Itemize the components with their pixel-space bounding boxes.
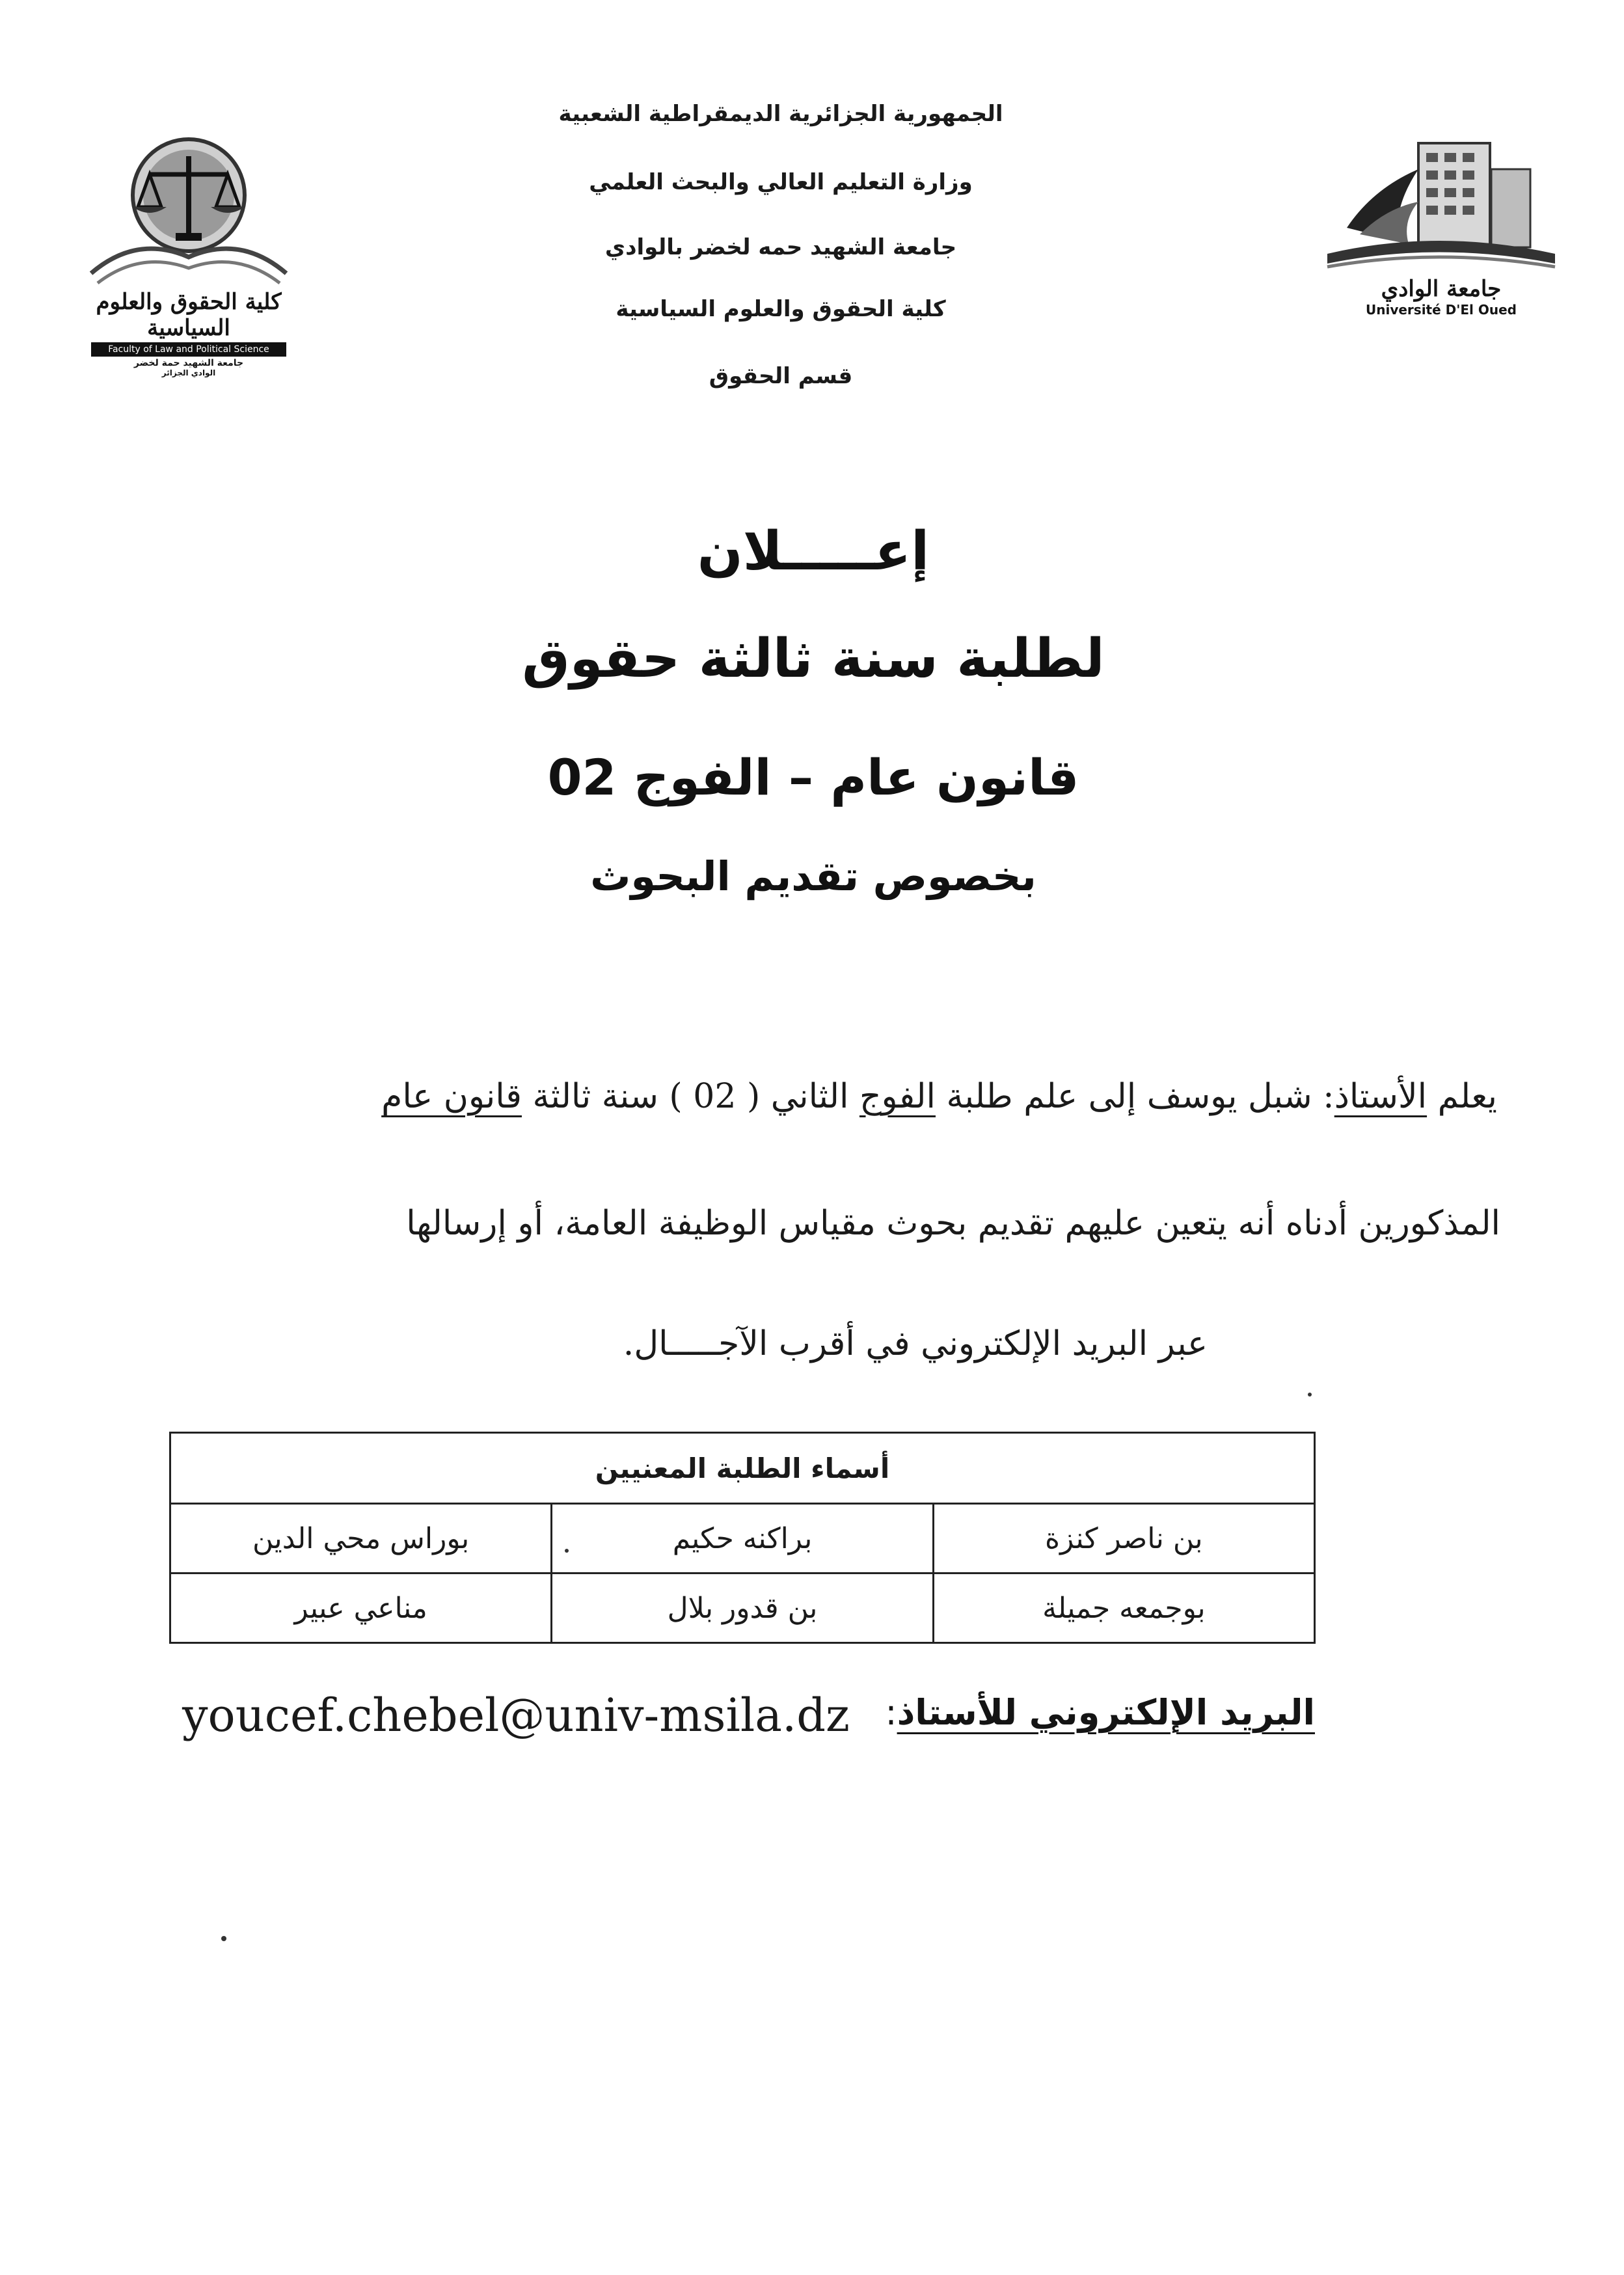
body-line-1-c: الثاني ( 02 ) سنة ثالثة xyxy=(521,1077,859,1116)
scan-speck xyxy=(1308,1393,1312,1396)
header-department: قسم الحقوق xyxy=(709,363,853,389)
body-line-3: عبر البريد الإلكتروني في أقرب الآجـــــال. xyxy=(623,1324,1208,1363)
students-table xyxy=(169,1432,1316,1644)
student-name: بوراس محي الدين xyxy=(170,1504,552,1573)
student-name: بن قدور بلال xyxy=(552,1573,933,1643)
announcement-audience: لطلبة سنة ثالثة حقوق xyxy=(522,628,1105,690)
email-address: youcef.chebel@univ-msila.dz xyxy=(182,1689,850,1742)
body-group-word: الفوج xyxy=(859,1077,936,1116)
header-university: جامعة الشهيد حمه لخضر بالوادي xyxy=(604,234,957,260)
email-label: البريد الإلكتروني للأستاذ xyxy=(897,1692,1315,1733)
university-logo xyxy=(1321,130,1562,332)
announcement-group: قانون عام – الفوج 02 xyxy=(547,748,1079,806)
body-line-1 xyxy=(381,1077,1497,1116)
faculty-logo-sub2: الوادي الجزائر xyxy=(161,368,216,377)
scan-speck xyxy=(221,1936,226,1941)
university-building-icon xyxy=(1321,130,1562,280)
university-logo-english: Université D'El Oued xyxy=(1366,302,1517,318)
student-name: بن ناصر كنزة xyxy=(933,1504,1314,1573)
body-professor-word: الأستاذ xyxy=(1334,1077,1428,1116)
students-table-header: أسماء الطلبة المعنيين xyxy=(170,1433,1315,1504)
faculty-logo xyxy=(78,124,299,377)
body-line-2: المذكورين أدناه أنه يتعين عليهم تقديم بحوث مقياس الوظيفة العامة، أو إرسالها xyxy=(406,1204,1500,1243)
students-table-header-row xyxy=(170,1433,1315,1504)
student-name: بوجمعه جميلة xyxy=(933,1573,1314,1643)
student-name: مناعي عبير xyxy=(170,1573,552,1643)
faculty-of-law-scales-icon xyxy=(78,124,299,299)
table-row xyxy=(170,1573,1315,1643)
table-row xyxy=(170,1504,1315,1573)
student-name: براكنه حكيم xyxy=(552,1504,933,1573)
announcement-title: إعـــــلان xyxy=(697,521,930,582)
email-line xyxy=(885,1692,1315,1733)
faculty-logo-sub1: جامعة الشهيد حمة لخضر xyxy=(133,358,244,368)
body-line-1-b: : شبل يوسف إلى علم طلبة xyxy=(935,1077,1334,1116)
body-line-1-a: يعلم xyxy=(1427,1077,1497,1116)
email-colon: : xyxy=(885,1692,897,1733)
header-ministry: وزارة التعليم العالي والبحث العلمي xyxy=(589,169,973,195)
faculty-logo-arabic: كلية الحقوق والعلوم السياسية xyxy=(96,289,282,341)
header-republic: الجمهورية الجزائرية الديمقراطية الشعبية xyxy=(558,101,1003,127)
header-faculty: كلية الحقوق والعلوم السياسية xyxy=(616,296,946,322)
scan-speck xyxy=(565,1549,569,1553)
body-public-law-word: قانون عام xyxy=(381,1077,522,1116)
university-logo-arabic: جامعة الوادي xyxy=(1381,276,1502,302)
faculty-logo-english: Faculty of Law and Political Science xyxy=(91,342,286,357)
announcement-subject: بخصوص تقديم البحوث xyxy=(590,852,1036,900)
